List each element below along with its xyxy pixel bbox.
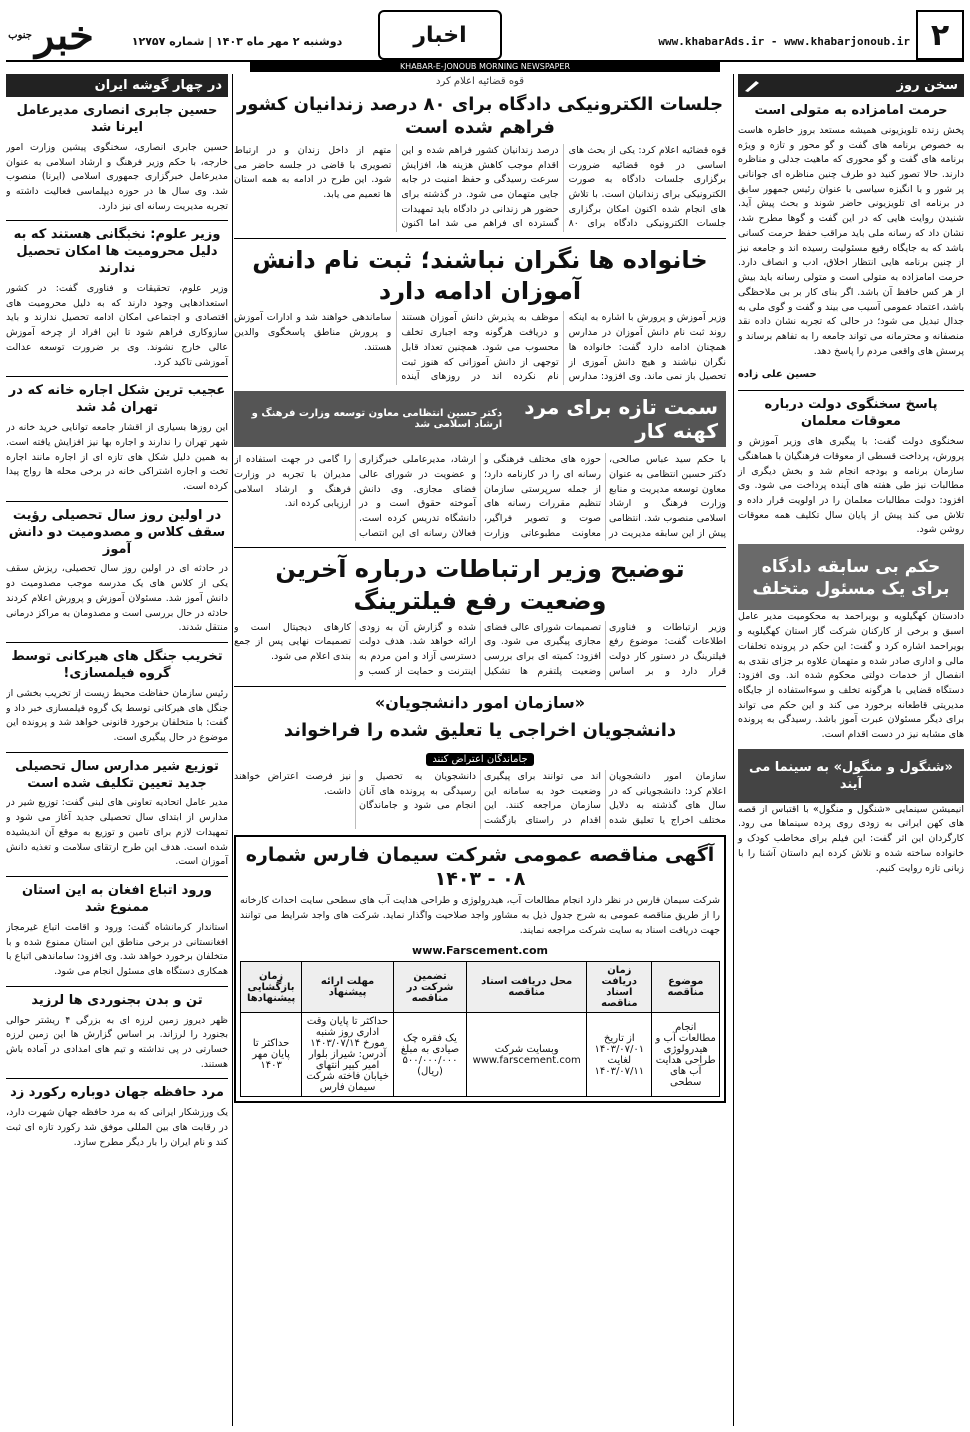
- new-post-subtitle: دکتر حسین انتظامی معاون توسعه وزارت فرهنگ و ارشاد اسلامی شد: [251, 408, 503, 431]
- logo-sub: جنوب: [8, 29, 32, 41]
- divider: [738, 390, 964, 391]
- cinema-title-box: [738, 749, 964, 803]
- tender-header: تضمین شرکت در مناقصه: [393, 962, 466, 1013]
- item-title: مرد حافظه جهان دوباره رکورد زد: [10, 1085, 224, 1101]
- item-title: وزیر علوم: نخبگانی هستند که به دلیل محرومیت ها امکان تحصیل ندارند: [13, 227, 221, 277]
- tender-header: زمان دریافت اسناد مناقصه: [587, 962, 652, 1013]
- tender-header: محل دریافت اسناد مناقصه: [467, 962, 587, 1013]
- item-body: این روزها بسیاری از اقشار جامعه توانایی خرید خانه در شهر تهران را ندارند و اجاره بها نیز افزایش یافته است. به همین دلیل شکل های تازه ای از اجاره مانند اجاره تخت و اجاره اشتراکی خانه در برخی محله ها رواج پیدا کرده است.: [6, 422, 228, 493]
- right-column: [733, 74, 964, 1426]
- tender-website[interactable]: www.Farscement.com: [412, 944, 548, 958]
- divider: [234, 686, 726, 687]
- divider: [6, 752, 228, 753]
- tender-cell: حداکثر تا پایان مهر ۱۴۰۳: [241, 1013, 302, 1097]
- courts-columns: [234, 144, 726, 232]
- newspaper-logo: [6, 10, 96, 60]
- divider: [6, 501, 228, 502]
- tender-header: مهلت ارائه پیشنهاد: [302, 962, 394, 1013]
- tender-table: [240, 961, 720, 1097]
- divider: [6, 876, 228, 877]
- item-body: ظهر دیروز زمین لرزه ای به بزرگی ۴ ریشتر حوالی بجنورد را لرزاند. بر اساس گزارش ها این زمین لرزه خسارتی در پی نداشته و تیم های امدادی در آماده باش هستند.: [6, 1014, 228, 1070]
- filtering-title: توضیح وزیر ارتباطات درباره آخرین وضعیت رفع فیلترینگ: [275, 555, 685, 615]
- editorial-title: حرمت امامزاده به متولی است: [754, 103, 948, 118]
- corner-box-title: [6, 74, 228, 97]
- item-title: در اولین روز سال تحصیلی رؤیت سقف کلاس و مصدومیت دو دانش آموز: [8, 507, 226, 557]
- divider: [6, 1078, 228, 1079]
- item-body: در حادثه ای در اولین روز سال تحصیلی، ریزش سقف یکی از کلاس های یک مدرسه موجب مصدومیت دو دانش آموز شد. مسئولان آموزش و پرورش اعلام کردند حادثه در حال بررسی است و مصدومان به مراکز درمانی منتقل شدند.: [6, 563, 228, 634]
- students-kicker: «سازمان امور دانشجویان»: [374, 692, 586, 712]
- item-title: توزیع شیر مدارس سال تحصیلی جدید تعیین تکلیف شده است: [15, 758, 219, 791]
- courts-title: جلسات الکترونیکی دادگاه برای ۸۰ درصد زندانیان کشور فراهم شده است: [236, 94, 724, 139]
- item-title: تن و بدن بجنوردی ها لرزید: [31, 992, 203, 1008]
- tender-header-row: [241, 962, 720, 1013]
- tender-row: [241, 1013, 720, 1097]
- divider: [6, 986, 228, 987]
- masthead: [6, 10, 964, 60]
- new-post-body: با حکم سید عباس صالحی، دکتر حسین انتظامی به عنوان معاون توسعه مدیریت و منابع وزارت فرهنگ و ارشاد اسلامی منصوب شد. انتظامی پیش از این سابقه مدیریت در حوزه های مختلف فرهنگی و رسانه ای را در کارنامه دارد؛ از جمله سرپرستی سازمان تنظیم مقررات رسانه های صوت و تصویر فراگیر، معاونت مطبوعاتی وزارت ارشاد، مدیرعاملی خبرگزاری و عضویت در شورای عالی فضای مجازی. وی دانش آموخته حقوق است و در دانشگاه تدریس کرده است. فعالان رسانه ای این انتصاب را گامی در جهت استفاده از مدیران با تجربه در وزارت فرهنگ و ارشاد اسلامی ارزیابی کرده اند.: [234, 454, 726, 539]
- verdict-box: [738, 544, 964, 610]
- filtering-body: وزیر ارتباطات و فناوری اطلاعات گفت: موضوع رفع فیلترینگ در دستور کار دولت قرار دارد و بر اساس تصمیمات شورای عالی فضای مجازی پیگیری می شود. وی افزود: کمیته ای برای بررسی وضعیت پلتفرم ها تشکیل شده و گزارش آن به زودی ارائه خواهد شد. هدف دولت دسترسی آزاد و امن مردم به اینترنت و حمایت از کسب و کارهای دیجیتال است و تصمیمات نهایی پس از جمع بندی اعلام می شود.: [234, 621, 726, 677]
- item-title: ورود اتباع افغان به این استان ممنوع شد: [22, 883, 212, 915]
- filtering-columns: [234, 621, 726, 680]
- item-body: حسین جابری انصاری، سخنگوی پیشین وزارت امور خارجه، با حکم وزیر فرهنگ و ارشاد اسلامی به عنوان مدیرعامل خبرگزاری جمهوری اسلامی (ایرنا) منصوب شد. وی سال ها در حوزه دیپلماسی فعالیت داشته و تجربه مدیریت رسانه ای نیز دارد.: [6, 141, 228, 212]
- section-title: اخبار: [378, 10, 502, 60]
- new-post-title: سمت تازه برای مرد کهنه کار: [524, 395, 718, 444]
- cinema-body: انیمیشن سینمایی «شنگول و منگول» با اقتباس از قصه های کهن ایرانی به زودی روی پرده سینماها می رود. کارگردان این اثر گفت: این فیلم برای مخاطب کودک و خانواده ساخته شده و تلاش کرده ایم داستان آشنا را با زبانی تازه روایت کنیم.: [738, 803, 964, 874]
- tender-cell: انجام مطالعات آب و هیدرولوژی طراحی هدایت آب های سطحی: [652, 1013, 720, 1097]
- website-links[interactable]: www.khabarAds.ir - www.khabarjonoub.ir: [658, 35, 910, 48]
- students-tag: جاماندگان اعتراض کنند: [426, 753, 533, 766]
- tender-header: موضوع مناقصه: [652, 962, 720, 1013]
- date-line: دوشنبه ۲ مهر ماه ۱۴۰۳ | شماره ۱۲۷۵۷: [131, 35, 343, 48]
- divider: [6, 376, 228, 377]
- item-title: حسین جابری انصاری مدیرعامل ایرنا شد: [16, 103, 218, 135]
- courts-kicker: قوه قضائیه اعلام کرد: [435, 76, 525, 87]
- item-title: عجیب ترین شکل اجاره خانه که در تهران مُد شد: [8, 383, 226, 416]
- school-body: وزیر آموزش و پرورش با اشاره به اینکه روند ثبت نام دانش آموزان در مدارس همچنان ادامه دارد گفت: خانواده ها نگران نباشند و هیچ دانش آموزی از تحصیل باز نمی ماند. وی افزود: مدارس موظف به پذیرش دانش آموزان هستند و دریافت هرگونه وجه اجباری تخلف محسوب می شود. همچنین تعداد قابل توجهی از دانش آموزانی که هنوز ثبت نام نکرده اند در روزهای آینده ساماندهی خواهند شد و ادارات آموزش و پرورش مناطق پاسخگوی والدین هستند.: [234, 312, 726, 383]
- school-columns: [234, 311, 726, 385]
- students-title: دانشجویان اخراجی یا تعلیق شده را فراخواند: [283, 720, 677, 742]
- editorial-box-label: سخن روز: [896, 78, 958, 93]
- cinema-title: «شنگول و منگول» به سینما می آیند: [749, 759, 953, 792]
- verdict-body: دادستان کهگیلویه و بویراحمد به محکومیت مدیر عامل اسبق و برخی از کارکنان شرکت گاز استان کهگیلویه و بویراحمد اشاره کرد و گفت: این حکم در پرونده تخلفات مالی و اداری صادر شده و متهمان علاوه بر جزای نقدی به انفصال از خدمات دولتی محکوم شده اند. وی افزود: دستگاه قضایی با هرگونه تخلف و سوءاستفاده از جایگاه مدیریتی قاطعانه برخورد می کند و این حکم می تواند برای دیگر مسئولان عبرت آموز باشد. رسیدگی به پرونده های مشابه نیز در دست اقدام است.: [738, 611, 964, 741]
- teachers-body: سخنگوی دولت گفت: با پیگیری های وزیر آموزش و پرورش، پرداخت قسطی از معوقات فرهنگیان با هماهنگی سازمان برنامه و بودجه انجام شد و بخش دیگری از مطالبات نیز طی هفته های آینده پرداخت می شود. وی افزود: دولت مطالبات معلمان را در اولویت قرار داده و تلاش می کند پیش از پایان سال تکلیف همه معوقات روشن شود.: [738, 436, 964, 536]
- tender-title: آگهی مناقصه عمومی شرکت سیمان فارس شماره ۰۸ - ۱۴۰۳: [245, 843, 715, 891]
- editorial-author: حسین علی زاده: [738, 369, 817, 381]
- item-body: وزیر علوم، تحقیقات و فناوری گفت: در کشور استعدادهایی وجود دارند که به دلیل محرومیت های اقتصادی و اجتماعی امکان ادامه تحصیل ندارند و باید سازوکاری فراهم شود تا این افراد از چرخه آموزش عالی خارج نشوند. وی بر ضرورت توسعه عدالت آموزشی تاکید کرد.: [6, 283, 228, 368]
- english-strip: KHABAR-E-JONOUB MORNING NEWSPAPER: [250, 62, 720, 72]
- left-column: [6, 74, 233, 1426]
- new-post-banner: [234, 391, 726, 447]
- divider: [6, 642, 228, 643]
- item-body: مدیر عامل اتحادیه تعاونی های لبنی گفت: توزیع شیر در مدارس از ابتدای سال تحصیلی جدید آغاز می شود و تمهیدات لازم برای تامین و توزیع به موقع آن اندیشیده شده است. هدف این طرح ارتقای سلامت و تغذیه دانش آموزان است.: [6, 797, 228, 868]
- editorial-body: پخش زنده تلویزیونی همیشه مستعد بروز خاطره هاست به خصوص برنامه های گفت و گو محور و تازه و ویژه برنامه های گفت و گو محوری که ماهیت جدلی و مناظره دارند. حالا تصور کنید دو طرف چنین مناظره ای جوانانی پر شور و با انگیزه سیاسی با عنوان رئیس جمهور سابق در برنامه ای تلویزیونی حاضر شوند و بحث پیش آید. شنیدن روایت هایی که در این گفت و گوها مطرح شد، نشان داد که رسانه ملی باید مراقب حفظ حرمت کسانی باشد که به جایگاه رفیع مسئولیت رسیده اند و جامعه نیز از چنین برنامه هایی انتظار اخلاق، ادب و انصاف دارد. حرمت امامزاده به متولی است و متولی رسانه باید بیش از هر کس حافظ آن باشد. اگر بنای کار بر بی ملاحظگی باشد، اعتماد عمومی آسیب می بیند و گفت و گوی ملی به جدال تبدیل می شود؛ در حالی که تجربه نشان داده نقد منصفانه و محترمانه می تواند جامعه را به تفاهم برساند و پرسش های واقعی مردم را پاسخ دهد.: [738, 124, 964, 357]
- tender-header: زمان بازگشایی پیشنهادها: [241, 962, 302, 1013]
- courts-body: قوه قضائیه اعلام کرد: یکی از بحث های اساسی در قوه قضائیه ضرورت برگزاری جلسات دادگاه به صورت الکترونیکی برای زندانیان است. با تلاش های انجام شده اکنون امکان برگزاری جلسات الکترونیکی دادگاه برای ۸۰ درصد زندانیان کشور فراهم شده و این اقدام موجب کاهش هزینه ها، افزایش سرعت رسیدگی و حفظ امنیت در جابه جایی متهمان می شود. در گذشته برای حضور هر زندانی در دادگاه باید تمهیدات گسترده ای فراهم می شد اما اکنون متهم از داخل زندان و در ارتباط تصویری با قاضی در جلسه حاضر می شود. این طرح در ادامه به همه استان ها تعمیم می یابد.: [234, 144, 726, 230]
- middle-column: [234, 74, 726, 1426]
- tender-cell: حداکثر تا پایان وقت اداری روز شنبه مورخ ۱۴۰۳/۰۷/۱۴ آدرس: شیراز بلوار امیر کبیر انتهای خیابان فاخته شرکت سیمان فارس: [302, 1013, 394, 1097]
- students-body: سازمان امور دانشجویان اعلام کرد: دانشجویانی که در سال های گذشته به دلایل مختلف اخراج یا تعلیق شده اند می توانند برای پیگیری وضعیت خود به سامانه این سازمان مراجعه کنند. این اقدام در راستای بازگشت دانشجویان به تحصیل و رسیدگی به پرونده های آنان انجام می شود و جاماندگان نیز فرصت اعتراض خواهند داشت.: [234, 770, 726, 826]
- school-title: خانواده ها نگران نباشند؛ ثبت نام دانش آموزان ادامه دارد: [252, 246, 708, 306]
- corner-title: در چهار گوشه ایران: [94, 78, 222, 93]
- tender-cell[interactable]: وبسایت شرکت www.farscement.com: [467, 1013, 587, 1097]
- teachers-title: پاسخ سخنگوی دولت درباره معوقات معلمان: [764, 397, 938, 430]
- verdict-title: حکم بی سابقه دادگاه برای یک مسئول متخلف: [752, 557, 950, 600]
- pen-icon: [744, 80, 760, 92]
- item-body: رئیس سازمان حفاظت محیط زیست از تخریب بخشی از جنگل های هیرکانی توسط یک گروه فیلمسازی خبر داد و گفت: با متخلفان برخورد قانونی خواهد شد و پرونده این موضوع در حال پیگیری است.: [6, 687, 228, 743]
- page-number: ۲: [916, 10, 964, 60]
- logo-text: خبر: [34, 11, 94, 59]
- item-title: تخریب جنگل های هیرکانی توسط گروه فیلمسازی!: [11, 649, 223, 681]
- editorial-box-title: [738, 74, 964, 97]
- tender-cell: از تاریخ ۱۴۰۳/۰۷/۰۱ لغایت ۱۴۰۳/۰۷/۱۱: [587, 1013, 652, 1097]
- tender-cell: یک فقره چک صیادی به مبلغ ۵۰۰/۰۰۰/۰۰۰ (ریال): [393, 1013, 466, 1097]
- divider: [6, 220, 228, 221]
- tender-ad: [234, 835, 726, 1104]
- divider: [234, 547, 726, 548]
- item-body: استاندار کرمانشاه گفت: ورود و اقامت اتباع غیرمجاز افغانستانی در برخی مناطق این استان ممنوع شده و با متخلفان برخورد خواهد شد. وی افزود: ساماندهی اتباع با همکاری دستگاه های مسئول انجام می شود.: [6, 921, 228, 977]
- item-body: یک ورزشکار ایرانی که به مرد حافظه جهان شهرت دارد، در رقابت های بین المللی موفق شد رکورد تازه ای ثبت کند و نام ایران را بار دیگر مطرح سازد.: [6, 1107, 228, 1148]
- tender-body: شرکت سیمان فارس در نظر دارد انجام مطالعات آب، هیدرولوژی و طراحی هدایت آب های سطحی سایت احداث کارخانه را از طریق مناقصه عمومی به شرح جدول ذیل به مشاور واجد صلاحیت واگذار نماید. شرکت های واجد شرایط می توانند جهت دریافت اسناد به سایت شرکت مراجعه نمایند.: [240, 895, 720, 936]
- new-post-columns: [234, 453, 726, 541]
- students-columns: [234, 770, 726, 829]
- divider: [234, 238, 726, 239]
